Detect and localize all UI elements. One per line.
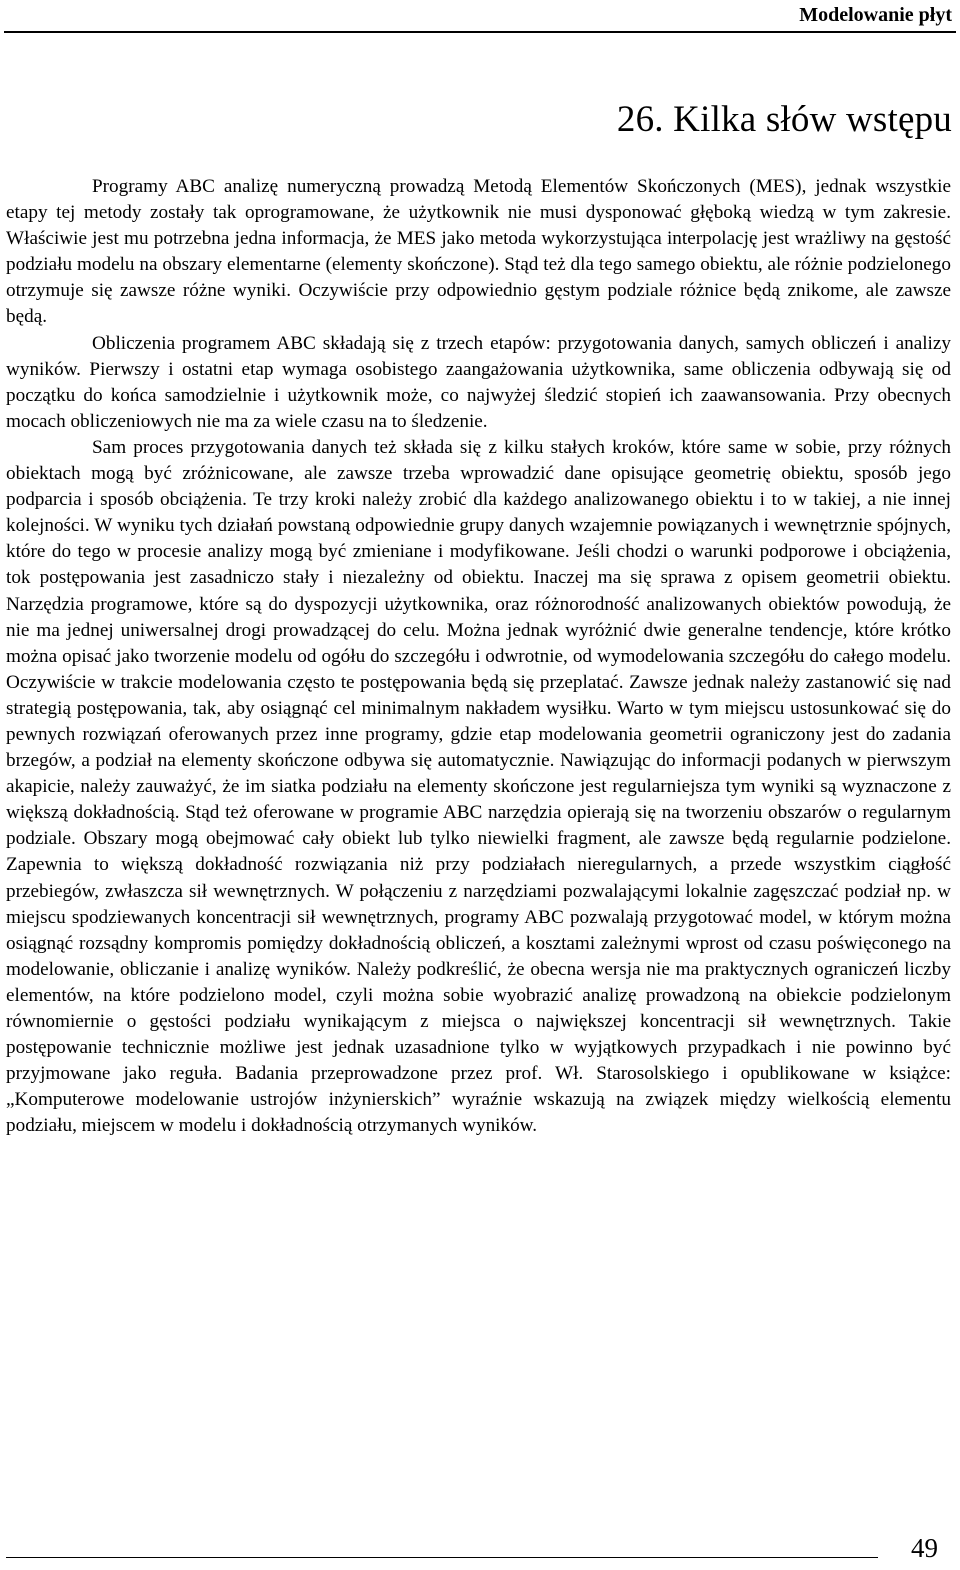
running-header-title: Modelowanie płyt (799, 4, 952, 26)
paragraph-3: Sam proces przygotowania danych też składa się z kilku stałych kroków, które same w sobie, przy różnych obiektach mogą być zróżnicowane, ale zawsze trzeba wprowadzić dane opisujące geometrię obiektu, sposób jego podparcia i sposób obciążenia. Te trzy kroki należy zrobić dla każdego analizowanego obiektu i to w takiej, a nie innej kolejności. W wyniku tych działań powstaną odpowiednie grupy danych wzajemnie powiązanych i wewnętrznie spójnych, które do tego w procesie analizy mogą być zmieniane i modyfikowane. Jeśli chodzi o warunki podporowe i obciążenia, tok postępowania jest zasadniczo stały i niezależny od obiektu. Inaczej ma się sprawa z opisem geometrii obiektu. Narzędzia programowe, które są do dyspozycji użytkownika, oraz różnorodność analizowanych obiektów powodują, że nie ma jednej uniwersalnej drogi prowadzącej do celu. Można jednak wyróżnić dwie generalne tendencje, które krótko można opisać jako tworzenie modelu od ogółu do szczegółu i odwrotnie, od wymodelowania szczegółu do całego modelu. Oczywiście w trakcie modelowania często te postępowania będą się przeplatać. Zawsze jednak należy zastanowić się nad strategią postępowania, tak, aby osiągnąć cel minimalnym nakładem wysiłku. Warto w tym miejscu ustosunkować się do pewnych rozwiązań oferowanych przez inne programy, gdzie etap modelowania geometrii ograniczony jest do zadania brzegów, a podział na elementy skończone odbywa się automatycznie. Nawiązując do informacji podanych w pierwszym akapicie, należy zauważyć, że im siatka podziału na elementy skończone jest regularniejsza tym wyniki są wyznaczone z większą dokładnością. Stąd też oferowane w programie ABC narzędzia opierają się na tworzeniu obszarów o regularnym podziale. Obszary mogą obejmować cały obiekt lub tylko niewielki fragment, ale zawsze będą regularnie podzielone. Zapewnia to większą dokładność rozwiązania niż przy podziałach nieregularnych, a przede wszystkim ciągłość przebiegów, zwłaszcza sił wewnętrznych. W połączeniu z narzędziami pozwalającymi lokalnie zagęszczać podział np. w miejscu spodziewanych koncentracji sił wewnętrznych, programy ABC pozwalają przygotować model, w którym można osiągnąć rozsądny kompromis pomiędzy dokładnością obliczeń, a kosztami zależnymi wprost od czasu poświęconego na modelowanie, obliczanie i analizę wyników. Należy podkreślić, że obecna wersja nie ma praktycznych ograniczeń liczby elementów, na które podzielono model, czyli można sobie wyobrazić analizę prowadzoną na obiekcie podzielonym równomiernie o gęstości podziału wynikającym z miejsca o największej koncentracji sił wewnętrznych. Takie postępowanie technicznie możliwe jest jednak uzasadnione tylko w wyjątkowych przypadkach i nie powinno być przyjmowane jako reguła. Badania przeprowadzone przez prof. Wł. Starosolskiego i opublikowane w książce: „Komputerowe modelowanie ustrojów inżynierskich” wyraźnie wskazują na związek między wielkością elementu podziału, miejscem w modelu i dokładnością otrzymanych wyników. (6, 436, 951, 1137)
header-divider (4, 31, 956, 33)
page-number: 49 (911, 1533, 938, 1563)
paragraph-1: Programy ABC analizę numeryczną prowadzą Metodą Elementów Skończonych (MES), jednak wszystkie etapy tej metody zostały tak oprogramowane, że użytkownik nie musi dysponować głęboką wiedzą w tym zakresie. Właściwie jest mu potrzebna jedna informacja, że MES jako metoda wykorzystująca interpolację jest wrażliwy na gęstość podziału modelu na obszary elementarne (elementy skończone). Stąd też dla tego samego obiektu, ale różnie podzielonego otrzymuje się zawsze różne wyniki. Oczywiście przy odpowiednio gęstym podziale różnice będą znikome, ale zawsze będą. (6, 176, 951, 328)
body-text (6, 174, 951, 1139)
footer-divider (6, 1557, 878, 1558)
chapter-title: 26. Kilka słów wstępu (616, 99, 952, 140)
paragraph-2: Obliczenia programem ABC składają się z trzech etapów: przygotowania danych, samych obliczeń i analizy wyników. Pierwszy i ostatni etap wymaga osobistego zaangażowania użytkownika, same obliczenia odbywają się od początku do końca samodzielnie i użytkownik może, co najwyżej śledzić stopień ich zaawansowania. Przy obecnych mocach obliczeniowych nie ma za wiele czasu na to śledzenie. (6, 332, 951, 432)
